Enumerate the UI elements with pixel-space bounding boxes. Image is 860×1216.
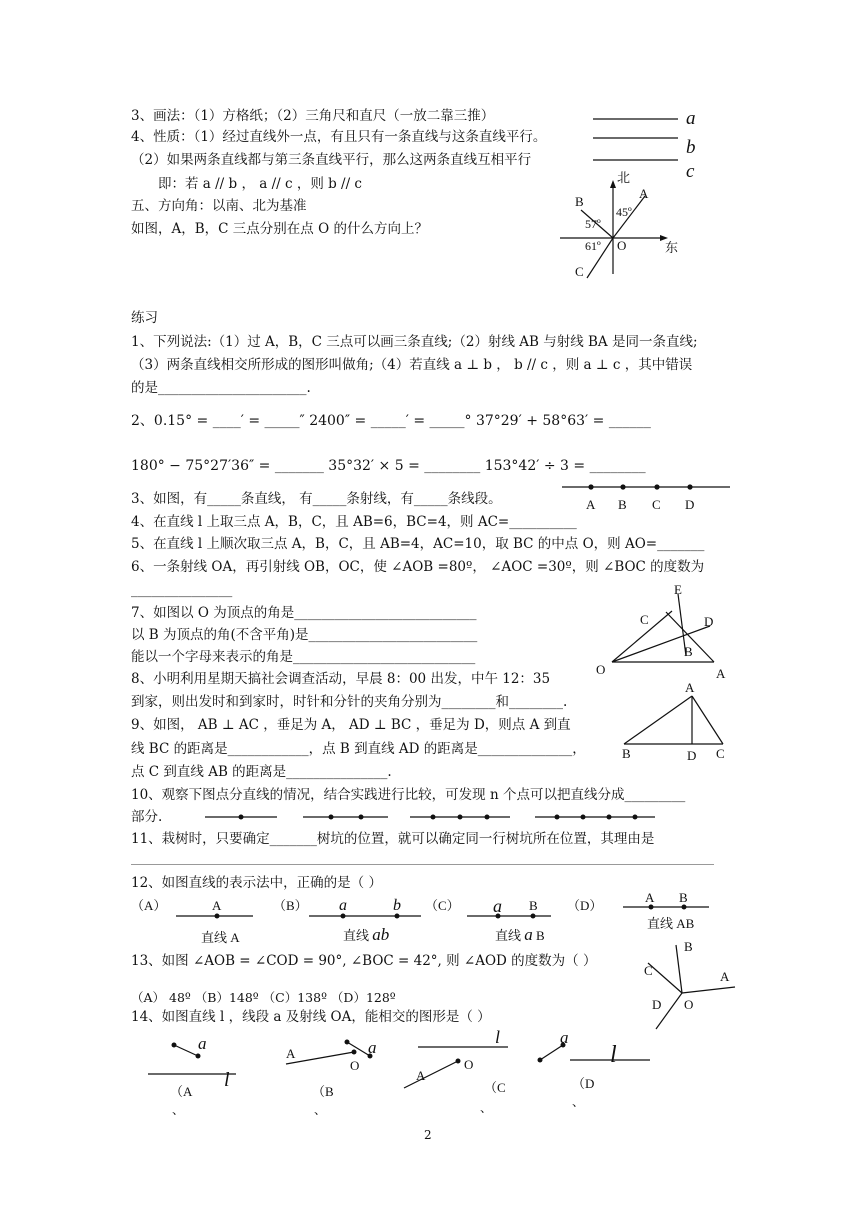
- direction-angle-figure: [555, 170, 695, 280]
- caption-c: 直线 a B: [495, 925, 545, 944]
- point-c: C: [716, 746, 725, 761]
- point-d-b: B: [679, 890, 688, 905]
- point-a: A: [685, 680, 695, 695]
- q2-line1: 2、0.15° = ____′ = _____″ 2400″ = _____′ = _____° 37°29′ + 58°63′ = ______: [131, 413, 651, 429]
- line-direction-angle: 五、方向角：以南、北为基准: [131, 198, 307, 214]
- angle-45: 45º: [616, 205, 632, 219]
- option-a-label: （A）: [131, 898, 167, 913]
- q7-line2: 以 B 为顶点的角(不含平角)是_________________________: [131, 627, 478, 643]
- option-b: （B: [312, 1084, 334, 1099]
- caption-d: 直线 AB: [647, 916, 695, 931]
- option-b-dot: 、: [314, 1103, 327, 1117]
- option-d: （D: [572, 1076, 595, 1091]
- q1-line1: 1、下列说法:（1）过 A，B，C 三点可以画三条直线;（2）射线 AB 与射线 BA 是同一条直线;: [131, 334, 698, 350]
- caption-b: 直线 ab: [343, 925, 390, 944]
- q13-angle-figure: [640, 935, 745, 1035]
- label-b: b: [393, 897, 401, 914]
- q13-options: （A） 48º （B）148º （C）138º （D）128º: [131, 990, 396, 1005]
- q9-line1: 9、如图， AB ⊥ AC ，垂足为 A， AD ⊥ BC ，垂足为 D，则点 A 到直: [131, 717, 571, 733]
- q6-line1: 6、一条射线 OA，再引射线 OB，OC，使 ∠AOB =80º， ∠AOC =30º，则 ∠BOC 的度数为: [131, 559, 705, 575]
- q5-text: 5、在直线 l 上顺次取三点 A，B，C，且 AB=4，AC=10，取 BC 的中点 O，则 AO=_______: [131, 536, 705, 552]
- a-point-2: A: [286, 1046, 296, 1061]
- l-label-4: l: [610, 1042, 617, 1068]
- point-c: C: [640, 612, 649, 627]
- point-a: A: [720, 969, 730, 984]
- o-point-3: O: [464, 1057, 474, 1072]
- point-a: A: [212, 898, 222, 913]
- q1-line2: （3）两条直线相交所形成的图形叫做角;（4）若直线 a ⊥ b ， b // c ，则 a ⊥ c ，其中错误: [131, 357, 693, 373]
- a-label-4: a: [560, 1028, 569, 1047]
- angle-57: 57º: [585, 217, 601, 231]
- north-label: 北: [617, 170, 631, 185]
- point-a: A: [639, 186, 649, 201]
- option-c-label: （C）: [425, 898, 460, 913]
- q11-answer-line: [131, 864, 714, 865]
- l-label-3: l: [495, 1027, 501, 1047]
- label-a-italic: a: [493, 896, 502, 916]
- point-c: C: [644, 963, 653, 978]
- page-number: 2: [424, 1128, 432, 1142]
- q7-angle-figure: [592, 582, 737, 682]
- point-a: A: [716, 666, 726, 681]
- line-direction-question: 如图，A，B，C 三点分别在点 O 的什么方向上？: [131, 221, 428, 237]
- point-d: D: [704, 614, 714, 629]
- point-d: D: [652, 997, 662, 1012]
- line-property-formula: 即：若 a // b ， a // c ，则 b // c: [158, 176, 362, 192]
- q9-line3: 点 C 到直线 AB 的距离是_______________.: [131, 764, 392, 780]
- option-b-label: （B）: [273, 898, 308, 913]
- line-drawing-method: 3、画法：（1）方格纸；（2）三角尺和直尺（一放二靠三推）: [131, 108, 495, 124]
- point-e: E: [674, 582, 682, 597]
- q14-options-figure: [140, 1024, 660, 1124]
- q9-line2: 线 BC 的距离是____________，点 B 到直线 AD 的距离是______________，: [131, 741, 586, 757]
- q7-line3: 能以一个字母来表示的角是___________________________: [131, 649, 476, 665]
- q8-line2: 到家，则出发时和到家时，时针和分针的夹角分别为________和________.: [131, 694, 568, 710]
- option-d-dot: 、: [572, 1095, 585, 1109]
- q14-text: 14、如图直线 l ，线段 a 及射线 OA，能相交的图形是（ ）: [131, 1009, 491, 1025]
- q11-text: 11、栽树时，只要确定_______树坑的位置，就可以确定同一行树坑所在位置，其理由是: [131, 831, 655, 847]
- a-label-1: a: [198, 1034, 207, 1053]
- q13-text: 13、如图 ∠AOB = ∠COD = 90°, ∠BOC = 42°, 则 ∠AOD 的度数为（ ）: [131, 953, 597, 969]
- point-b: B: [684, 644, 693, 659]
- option-a-dot: 、: [172, 1103, 185, 1117]
- option-a: （A: [170, 1084, 193, 1099]
- q6-line2: _______________: [131, 582, 233, 598]
- point-b: B: [575, 194, 584, 209]
- label-b: b: [686, 137, 696, 158]
- point-b: B: [684, 939, 693, 954]
- practice-title: 练习: [131, 310, 158, 326]
- line-property-1: 4、性质：（1）经过直线外一点，有且只有一条直线与这条直线平行。: [131, 129, 547, 145]
- line-property-2: （2）如果两条直线都与第三条直线平行，那么这两条直线互相平行: [131, 152, 532, 168]
- option-c: （C: [484, 1080, 506, 1095]
- option-c-dot: 、: [480, 1101, 493, 1115]
- label-a: a: [339, 897, 347, 914]
- a-label-2: a: [368, 1038, 377, 1057]
- caption-a: 直线 A: [201, 930, 240, 945]
- q10-line2: 部分.: [131, 809, 163, 825]
- o-point-2: O: [350, 1058, 360, 1073]
- point-c: C: [652, 497, 661, 512]
- label-b-point: B: [529, 898, 538, 913]
- origin-o: O: [617, 238, 627, 253]
- label-a: a: [686, 108, 696, 129]
- l-label-1: l: [224, 1069, 230, 1091]
- point-o: O: [684, 997, 694, 1012]
- q1-line3: 的是______________________.: [131, 380, 311, 396]
- q10-points-figure: [205, 810, 735, 824]
- point-c: C: [575, 264, 584, 279]
- q3-text: 3、如图，有_____条直线， 有_____条射线，有_____条线段。: [131, 491, 502, 507]
- point-b: B: [618, 497, 627, 512]
- q2-line2: 180° − 75°27′36″ = _______ 35°32′ × 5 = ________ 153°42′ ÷ 3 = ________: [131, 458, 646, 474]
- east-label: 东: [665, 240, 679, 255]
- angle-61: 61º: [585, 239, 601, 253]
- point-o: O: [596, 662, 606, 677]
- q9-triangle-figure: [615, 678, 735, 768]
- option-d-label: （D）: [567, 898, 603, 913]
- point-d: D: [685, 497, 695, 512]
- q12-text: 12、如图直线的表示法中，正确的是（ ）: [131, 875, 382, 891]
- q4-text: 4、在直线 l 上取三点 A，B，C，且 AB=6，BC=4，则 AC=__________: [131, 514, 577, 530]
- q3-line-figure: [560, 477, 735, 517]
- q10-line1: 10、观察下图点分直线的情况，结合实践进行比较，可发现 n 个点可以把直线分成_________: [131, 787, 686, 803]
- point-a: A: [586, 497, 596, 512]
- q8-line1: 8、小明利用星期天搞社会调查活动，早晨 8：00 出发，中午 12：35: [131, 671, 551, 687]
- label-c: c: [686, 161, 695, 182]
- point-d: D: [687, 748, 697, 763]
- point-d-a: A: [645, 890, 655, 905]
- q7-line1: 7、如图以 O 为顶点的角是___________________________: [131, 605, 477, 621]
- a-point-3: A: [416, 1068, 426, 1083]
- point-b: B: [622, 746, 631, 761]
